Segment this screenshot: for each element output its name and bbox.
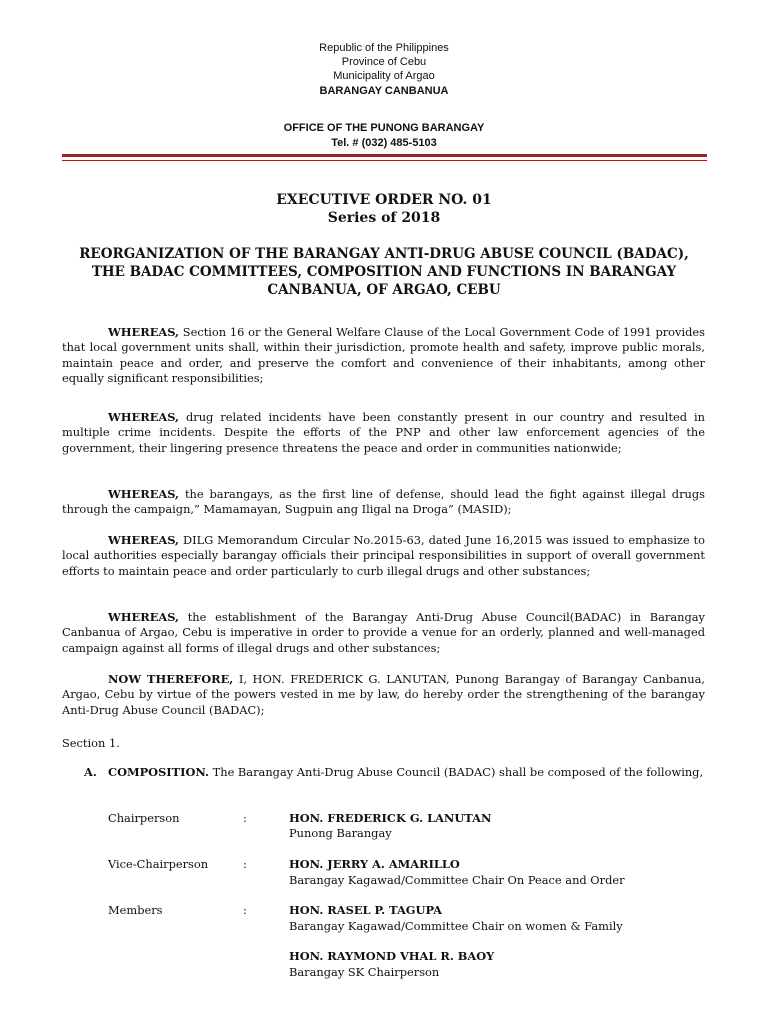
letterhead-office: OFFICE OF THE PUNONG BARANGAY: [283, 122, 485, 134]
member-colon: :: [243, 857, 247, 871]
item-lead: COMPOSITION.: [108, 765, 210, 779]
member-role: Members: [108, 903, 163, 917]
clause-text: DILG Memorandum Circular No.2015-63, dated June 16,2015 was issued to emphasize to local authorities especially barangay officials their principal responsibilities in support of overall government efforts to maintain peace and order particularly to curb illegal drugs and other substances;: [62, 533, 705, 578]
executive-order-number: EXECUTIVE ORDER NO. 01: [276, 192, 492, 208]
clause-text: drug related incidents have been constantly present in our country and resulted in multiple crime incidents. Despite the efforts of the PNP and other law enforcement agencies of the government, their lingering presence threatens the peace and order in communities nationwide;: [62, 410, 705, 455]
executive-order-series: Series of 2018: [327, 210, 441, 226]
item-text: The Barangay Anti-Drug Abuse Council (BADAC) shall be composed of the following,: [209, 765, 704, 779]
letterhead-province: Province of Cebu: [341, 56, 427, 68]
member-name: HON. JERRY A. AMARILLO: [289, 857, 460, 871]
header-divider-thin: [62, 160, 707, 161]
letterhead-telephone: Tel. # (032) 485-5103: [331, 137, 437, 149]
member-colon: :: [243, 903, 247, 917]
order-title-line-1: REORGANIZATION OF THE BARANGAY ANTI-DRUG ABUSE COUNCIL (BADAC),: [79, 246, 689, 262]
whereas-clause: [62, 410, 705, 456]
member-position: Barangay SK Chairperson: [289, 965, 440, 979]
clause-text: Section 16 or the General Welfare Clause of the Local Government Code of 1991 provides that local government units shall, within their jurisdiction, promote health and safety, improve public morals, maintain peace and order, and preserve the comfort and convenience of their inhabitants, among other equally significant responsibilities;: [62, 325, 705, 386]
section-heading: Section 1.: [62, 736, 120, 750]
order-title-line-3: CANBANUA, OF ARGAO, CEBU: [267, 282, 501, 298]
clause-text: the barangays, as the first line of defense, should lead the fight against illegal drugs through the campaign,” Mamamayan, Sugpuin ang Iligal na Droga” (MASID);: [62, 487, 705, 517]
clause-lead: WHEREAS,: [108, 610, 180, 624]
clause-lead: WHEREAS,: [108, 325, 180, 339]
member-colon: :: [243, 811, 247, 825]
order-title-line-2: THE BADAC COMMITTEES, COMPOSITION AND FUNCTIONS IN BARANGAY: [91, 264, 677, 280]
member-name: HON. RASEL P. TAGUPA: [289, 903, 443, 917]
clause-text: the establishment of the Barangay Anti-Drug Abuse Council(BADAC) in Barangay Canbanua of Argao, Cebu is imperative in order to provide a venue for an orderly, planned and well-managed campaign against all forms of illegal drugs and other substances;: [62, 610, 705, 655]
member-position: Barangay Kagawad/Committee Chair On Peace and Order: [289, 873, 625, 887]
whereas-clause: [62, 487, 705, 518]
member-position: Punong Barangay: [289, 826, 392, 840]
letterhead-barangay: BARANGAY CANBANUA: [319, 85, 449, 97]
whereas-clause: [62, 325, 705, 387]
member-position: Barangay Kagawad/Committee Chair on women & Family: [289, 919, 623, 933]
item-body: [84, 765, 705, 780]
header-divider-thick: [62, 154, 707, 157]
letterhead-republic: Republic of the Philippines: [319, 42, 449, 54]
clause-lead: NOW THEREFORE,: [108, 672, 234, 686]
member-role: Chairperson: [108, 811, 180, 825]
whereas-clause: [62, 610, 705, 656]
composition-item: [84, 765, 705, 780]
clause-lead: WHEREAS,: [108, 533, 180, 547]
now-therefore-clause: [62, 672, 705, 718]
clause-lead: WHEREAS,: [108, 410, 180, 424]
item-letter: A.: [84, 765, 97, 779]
member-role: Vice-Chairperson: [108, 857, 209, 871]
member-name: HON. RAYMOND VHAL R. BAOY: [289, 949, 495, 963]
member-name: HON. FREDERICK G. LANUTAN: [289, 811, 492, 825]
letterhead-municipality: Municipality of Argao: [333, 70, 435, 82]
clause-text: I, HON. FREDERICK G. LANUTAN, Punong Barangay of Barangay Canbanua, Argao, Cebu by virtue of the powers vested in me by law, do hereby order the strengthening of the barangay Anti-Drug Abuse Council (BADAC);: [62, 672, 705, 717]
whereas-clause: [62, 533, 705, 579]
clause-lead: WHEREAS,: [108, 487, 180, 501]
